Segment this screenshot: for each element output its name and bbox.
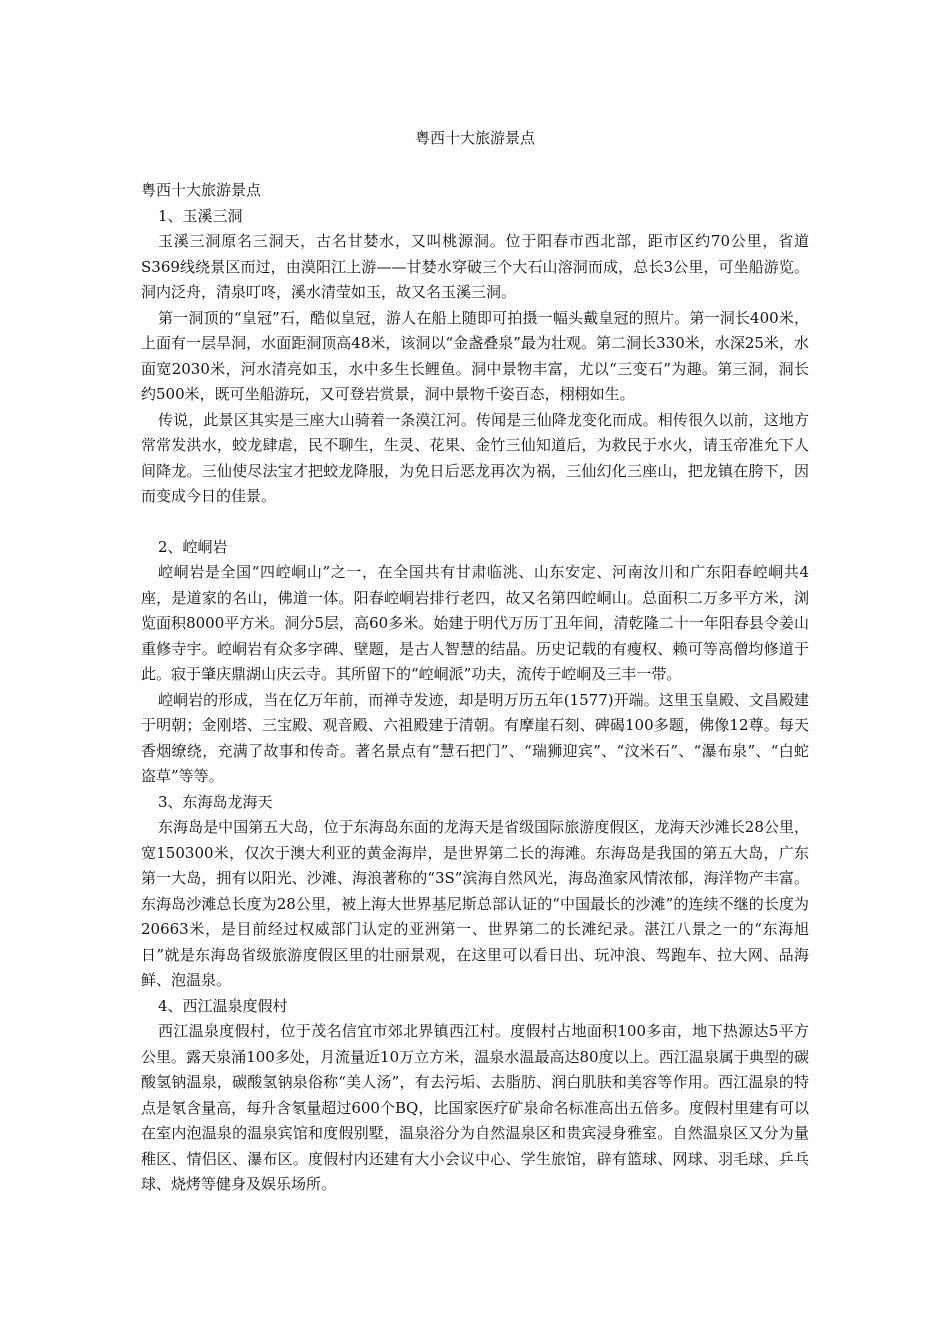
blank-line	[141, 510, 809, 535]
section-2-paragraph-2: 崆峒岩的形成，当在亿万年前，而禅寺发迹，却是明万历五年(1577)开端。这里玉皇殿、文昌殿建于明朝；金刚塔、三宝殿、观音殿、六祖殿建于清朝。有摩崖石刻、碑碣100多题，佛像12尊。每天香烟缭绕，充满了故事和传奇。著名景点有“慧石把门”、“瑞狮迎宾”、“汶米石”、“瀑布泉”、“白蛇盗草”等等。	[141, 690, 809, 785]
section-1-paragraph-2: 第一洞顶的“皇冠”石，酷似皇冠，游人在船上随即可拍摄一幅头戴皇冠的照片。第一洞长400米，上面有一层旱洞，水面距洞顶高48米，该洞以“金盏叠泉”最为壮观。第二洞长330米，水深25米，水面宽2030米，河水清亮如玉，水中多生长鲤鱼。洞中景物丰富，尤以“三变石”为趣。第三洞，洞长约500米，既可坐船游玩，又可登岩赏景，洞中景物千姿百态，栩栩如生。	[141, 308, 809, 403]
section-3-paragraph-1: 东海岛是中国第五大岛，位于东海岛东面的龙海天是省级国际旅游度假区，龙海天沙滩长28公里，宽150300米，仅次于澳大利亚的黄金海岸，是世界第二长的海滩。东海岛是我国的第五大岛，广东第一大岛，拥有以阳光、沙滩、海浪著称的“3S”滨海自然风光，海岛渔家风情浓郁，海洋物产丰富。东海岛沙滩总长度为28公里，被上海大世界基尼斯总部认证的“中国最长的沙滩”的连续不继的长度为20663米，是目前经过权威部门认定的亚洲第一、世界第二的长滩纪录。湛江八景之一的“东海旭日”就是东海岛省级旅游度假区里的壮丽景观，在这里可以看日出、玩冲浪、驾跑车、拉大网、品海鲜、泡温泉。	[141, 818, 809, 989]
section-heading-3: 3、东海岛龙海天	[158, 792, 273, 811]
document-title: 粤西十大旅游景点	[414, 129, 535, 147]
section-heading-4: 4、西江温泉度假村	[158, 996, 288, 1015]
section-2-paragraph-1: 崆峒岩是全国“四崆峒山”之一，在全国共有甘肃临洮、山东安定、河南汝川和广东阳春崆峒共4座，是道家的名山，佛道一体。阳春崆峒岩排行老四，故又名第四崆峒山。总面积二万多平方米，浏览面积8000平方米。洞分5层，高60多米。始建于明代万历丁丑年间，清乾隆二十一年阳春县令姜山重修寺宇。崆峒岩有众多字碑、壁题，是古人智慧的结晶。历史记载的有瘦权、赖可等高僧均修道于此。寂于肇庆鼎湖山庆云寺。其所留下的“崆峒派”功夫，流传于崆峒及三丰一带。	[141, 563, 809, 683]
section-heading-1: 1、玉溪三洞	[158, 206, 243, 225]
section-4-paragraph-1: 西江温泉度假村，位于茂名信宜市郊北界镇西江村。度假村占地面积100多亩，地下热源达5平方公里。露天泉涌100多处，月流量近10万立方米，温泉水温最高达80度以上。西江温泉属于典型的碳酸氢钠温泉，碳酸氢钠泉俗称“美人汤”，有去污垢、去脂肪、润白肌肤和美容等作用。西江温泉的特点是氡含量高，每升含氡量超过600个BQ，比国家医疗矿泉命名标准高出五倍多。度假村里建有可以在室内泡温泉的温泉宾馆和度假别墅，温泉浴分为自然温泉区和贵宾浸身雅室。自然温泉区又分为量稚区、情侣区、瀑布区。度假村内还建有大小会议中心、学生旅馆，辟有篮球、网球、羽毛球、乒乓球、烧烤等健身及娱乐场所。	[141, 1022, 809, 1193]
document-body	[141, 178, 809, 1198]
section-1-paragraph-1: 玉溪三洞原名三洞天，古名甘婪水，又叫桃源洞。位于阳春市西北部，距市区约70公里，省道S369线绕景区而过，由漠阳江上游——甘婪水穿破三个大石山溶洞而成，总长3公里，可坐船游览。洞内泛舟，清泉叮咚，溪水清莹如玉，故又名玉溪三洞。	[141, 232, 809, 301]
section-heading-2: 2、崆峒岩	[158, 537, 228, 556]
document-subtitle: 粤西十大旅游景点	[141, 181, 262, 199]
section-1-paragraph-3: 传说，此景区其实是三座大山骑着一条漠江河。传闻是三仙降龙变化而成。相传很久以前，这地方常常发洪水，蛟龙肆虐，民不聊生，生灵、花果、金竹三仙知道后，为救民于水火，请玉帝准允下人间降龙。三仙使尽法宝才把蛟龙降服，为免日后恶龙再次为祸，三仙幻化三座山，把龙镇在胯下，因而变成今日的佳景。	[141, 410, 809, 505]
